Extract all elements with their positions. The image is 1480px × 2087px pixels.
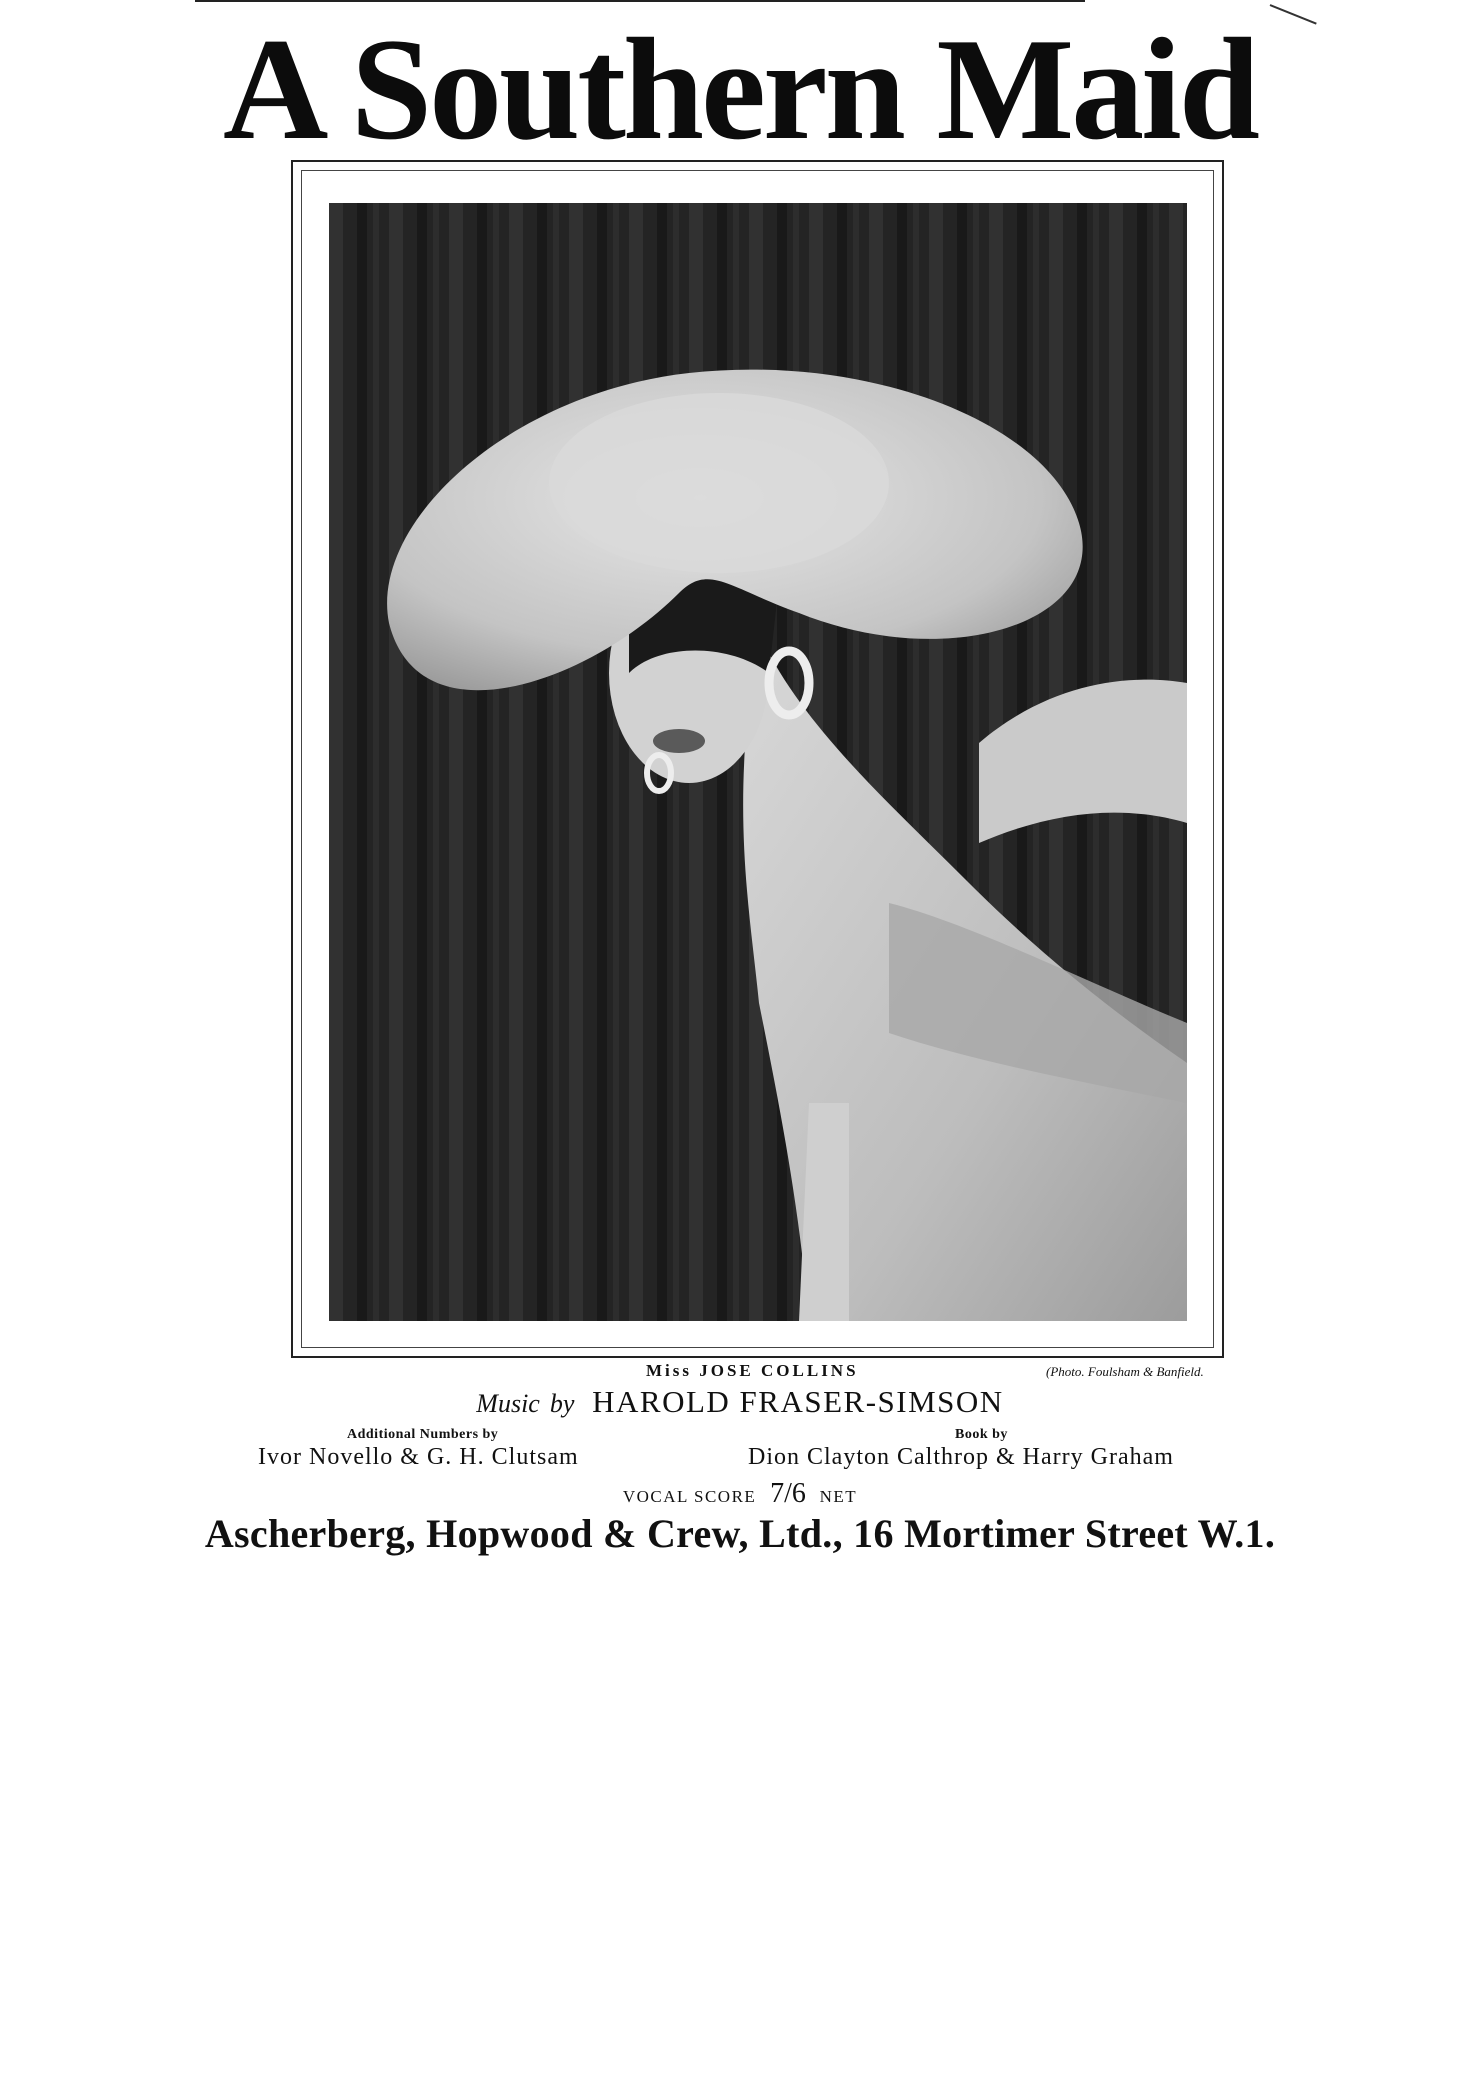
additional-numbers-heading: Additional Numbers by bbox=[347, 1427, 499, 1442]
book-heading: Book by bbox=[955, 1427, 1008, 1442]
music-by: by bbox=[549, 1389, 575, 1418]
music-credit bbox=[0, 1384, 1480, 1422]
portrait-photo bbox=[329, 203, 1187, 1321]
vocal-score-label: VOCAL SCORE bbox=[622, 1487, 757, 1506]
photo-caption: Miss JOSE COLLINS bbox=[646, 1361, 859, 1380]
book-names: Dion Clayton Calthrop & Harry Graham bbox=[748, 1444, 1174, 1470]
publisher-line: Ascherberg, Hopwood & Crew, Ltd., 16 Mortimer Street W.1. bbox=[204, 1511, 1276, 1556]
music-prefix: Music bbox=[476, 1389, 540, 1418]
top-rule bbox=[195, 0, 1085, 2]
price: 7/6 bbox=[770, 1478, 806, 1509]
portrait-illustration bbox=[329, 203, 1187, 1321]
photo-credit: (Photo. Foulsham & Banfield. bbox=[1046, 1364, 1204, 1379]
vocal-score-price bbox=[0, 1478, 1480, 1510]
page-title: A Southern Maid bbox=[223, 8, 1257, 170]
net-label: NET bbox=[819, 1487, 858, 1506]
composer-name: HAROLD FRASER-SIMSON bbox=[592, 1384, 1004, 1419]
additional-numbers-names: Ivor Novello & G. H. Clutsam bbox=[258, 1444, 579, 1470]
